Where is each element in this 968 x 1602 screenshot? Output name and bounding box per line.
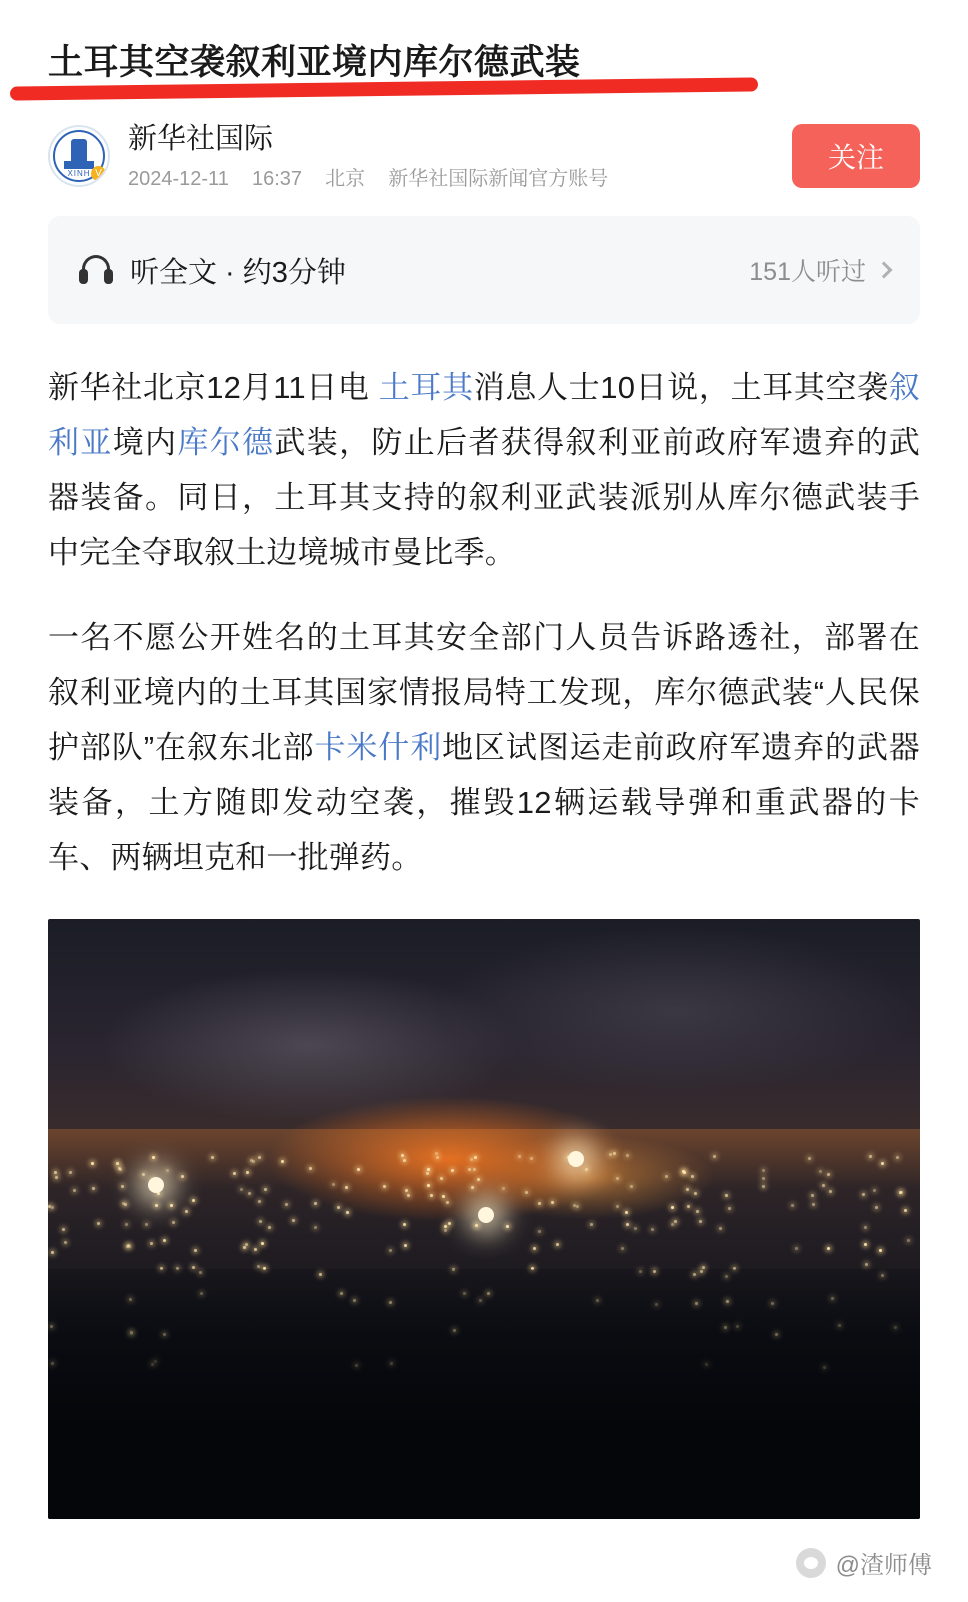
listen-article-bar[interactable] bbox=[48, 216, 920, 324]
bright-light-2 bbox=[478, 1207, 494, 1223]
watermark bbox=[796, 1545, 932, 1580]
inline-link[interactable]: 卡米什利 bbox=[314, 730, 443, 765]
chevron-right-icon bbox=[876, 262, 893, 279]
author-meta bbox=[128, 120, 792, 192]
listen-count-group[interactable] bbox=[749, 252, 890, 288]
follow-button[interactable]: 关注 bbox=[792, 124, 920, 188]
inline-link[interactable]: 库尔德 bbox=[177, 425, 275, 460]
watermark-text: @渣师傅 bbox=[835, 1552, 932, 1579]
paragraph-text: 新华社北京12月11日电 bbox=[48, 370, 379, 405]
paragraph-text: 境内 bbox=[112, 425, 178, 460]
listen-count: 151人听过 bbox=[749, 258, 866, 286]
publish-time: 16:37 bbox=[251, 168, 303, 190]
author-submeta bbox=[128, 166, 792, 192]
night-city-fire-photo[interactable] bbox=[48, 919, 920, 1519]
avatar-base-shape bbox=[64, 161, 94, 169]
article-body bbox=[0, 360, 968, 885]
article-paragraph bbox=[48, 360, 920, 580]
inline-link[interactable]: 土耳其 bbox=[378, 370, 474, 405]
listen-label: 听全文 · 约3分钟 bbox=[130, 256, 346, 289]
weibo-icon bbox=[796, 1548, 826, 1578]
foreground-hill-layer bbox=[48, 1269, 920, 1519]
paragraph-text: 地区试图运走前政府军遗弃的武器装备，土方随即发动空袭，摧毁12辆运载导弹和重武器的卡车、两辆坦克和一批弹药。 bbox=[48, 730, 920, 875]
author-name[interactable]: 新华社国际 bbox=[128, 123, 274, 155]
bright-light-1 bbox=[148, 1177, 164, 1193]
article-paragraph bbox=[48, 610, 920, 885]
author-row bbox=[0, 88, 968, 198]
paragraph-text: 一名不愿公开姓名的土耳其安全部门人员告诉路透社，部署在叙利亚境内的土耳其国家情报局特工发现，库尔德武装“人民保护部队”在叙东北部 bbox=[48, 620, 920, 765]
avatar-logo-text: XINH bbox=[67, 169, 91, 178]
avatar[interactable] bbox=[48, 125, 110, 187]
bright-light-3 bbox=[568, 1151, 584, 1167]
paragraph-text: 消息人士10日说，土耳其空袭 bbox=[473, 370, 889, 405]
author-description: 新华社国际新闻官方账号 bbox=[388, 168, 609, 190]
publish-location: 北京 bbox=[325, 168, 366, 190]
inline-link[interactable]: 叙利亚 bbox=[48, 370, 920, 460]
title-section bbox=[0, 0, 968, 88]
paragraph-text: 武装，防止后者获得叙利亚前政府军遗弃的武器装备。同日，土耳其支持的叙利亚武装派别从库尔德武装手中完全夺取叙土边境城市曼比季。 bbox=[48, 425, 921, 570]
page-title: 土耳其空袭叙利亚境内库尔德武装 bbox=[48, 43, 581, 82]
verified-badge-icon: V bbox=[91, 166, 106, 181]
headphone-icon bbox=[78, 255, 114, 285]
publish-date: 2024-12-11 bbox=[128, 168, 229, 190]
